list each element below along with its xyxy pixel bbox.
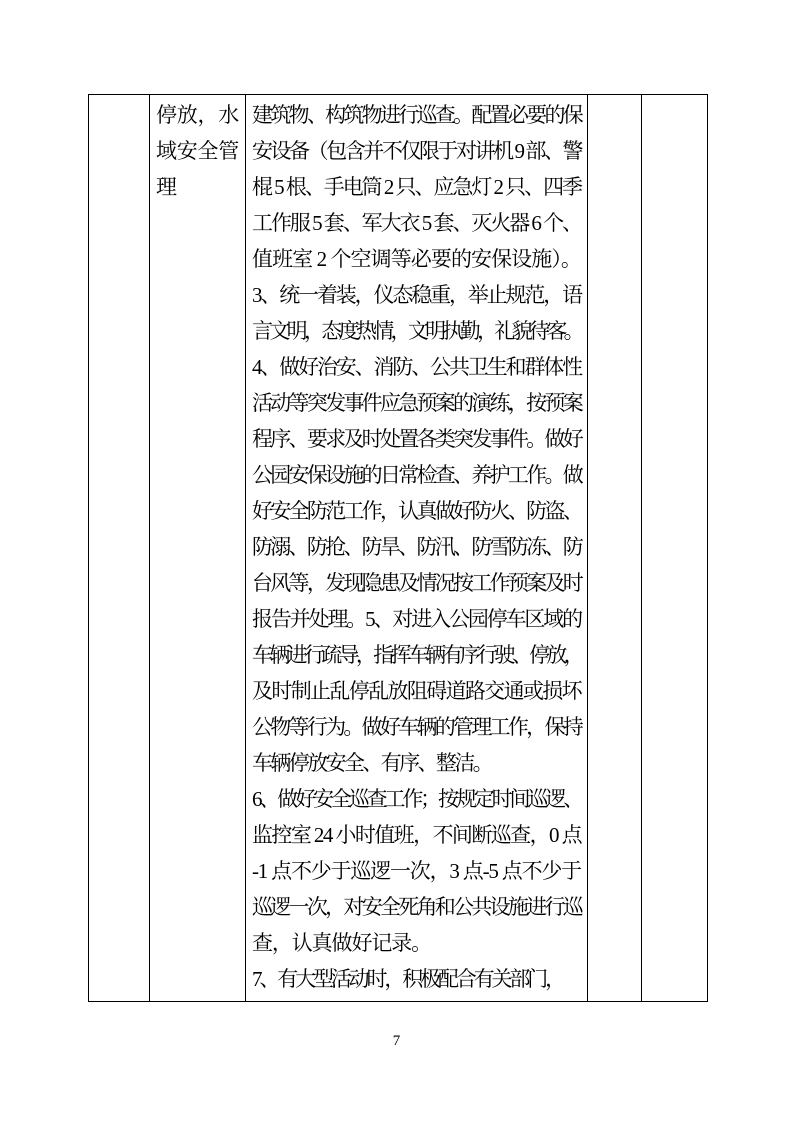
table-cell-empty-mid	[588, 95, 642, 1001]
content-line: 及时制止乱停乱放阻碍道路交通或损坏	[252, 679, 581, 703]
content-line: 公园安保设施的日常检查、养护工作。做	[252, 463, 581, 487]
table-cell-row-label	[150, 95, 246, 1001]
content-line: 车辆进行疏导，指挥车辆有序行驶、停放，	[252, 643, 581, 667]
content-line: 公物等行为。做好车辆的管理工作，保持	[252, 715, 581, 739]
row-label-line: 域安全管	[156, 139, 239, 163]
table-cell-empty-right	[642, 95, 703, 1001]
content-line: 7、有大型活动时，积极配合有关部门，	[252, 967, 563, 991]
content-line: 报告并处理。5、对进入公园停车区域的	[252, 607, 581, 631]
table-cell-content	[246, 95, 588, 1001]
content-line: 活动等突发事件应急预案的演练，按预案	[252, 391, 581, 415]
content-line: 工作服 5 套、军大衣 5 套、灭火器 6 个、	[252, 211, 581, 235]
content-line: 程序、要求及时处置各类突发事件。做好	[252, 427, 581, 451]
row-label-line: 停放，水	[156, 103, 239, 127]
content-table	[88, 94, 708, 1002]
content-line: 棍 5 根、手电筒 2 只、应急灯 2 只、四季	[252, 175, 581, 199]
content-line: 车辆停放安全、有序、整洁。	[252, 751, 491, 775]
content-line: 言文明，态度热情，文明执勤，礼貌待客。	[252, 319, 581, 343]
content-line: 巡逻一次，对安全死角和公共设施进行巡	[252, 895, 581, 919]
content-line: 查，认真做好记录。	[252, 931, 431, 955]
content-line: 监控室 24 小时值班，不间断巡查，0 点	[252, 823, 581, 847]
content-line: 防溺、防抢、防旱、防汛、防雪防冻、防	[252, 535, 581, 559]
content-line: 建筑物、构筑物进行巡查。配置必要的保	[252, 103, 581, 127]
content-line: 台风等，发现隐患及情况按工作预案及时	[252, 571, 581, 595]
page-number: 7	[392, 1033, 401, 1049]
table-cell-empty-left	[89, 95, 150, 1001]
content-line: 安设备（包含并不仅限于对讲机 9 部、警	[252, 139, 581, 163]
content-line: 好安全防范工作，认真做好防火、防盗、	[252, 499, 581, 523]
content-line: 4、做好治安、消防、公共卫生和群体性	[252, 355, 581, 379]
content-line: -1 点不少于巡逻一次，3 点-5 点不少于	[252, 859, 581, 883]
content-line: 值班室 2 个空调等必要的安保设施）。	[252, 247, 581, 271]
row-label-line: 理	[156, 175, 177, 199]
content-line: 6、做好安全巡查工作；按规定时间巡逻、	[252, 787, 581, 811]
content-line: 3、统一着装，仪态稳重，举止规范，语	[252, 283, 581, 307]
